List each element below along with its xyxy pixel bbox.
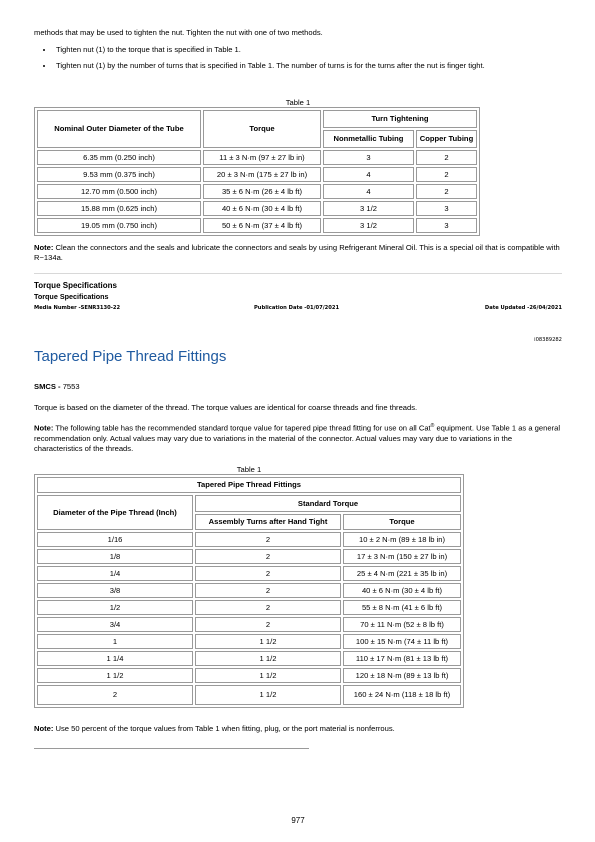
media-number: Media Number -SENR3130-22: [34, 305, 121, 311]
table-cell: 3 1/2: [323, 201, 414, 216]
table-row: [37, 167, 477, 182]
table-cell: 40 ± 6 N·m (30 ± 4 lb ft): [203, 201, 321, 216]
method-list: [34, 45, 582, 77]
table-cell: 3: [416, 201, 477, 216]
table-cell: 20 ± 3 N·m (175 ± 27 lb in): [203, 167, 321, 182]
table-cell: 3/8: [37, 583, 193, 598]
table-cell: 35 ± 6 N·m (26 ± 4 lb ft): [203, 184, 321, 199]
header-outer-diameter: Nominal Outer Diameter of the Tube: [37, 110, 201, 148]
table-row: [37, 566, 461, 581]
header-torque: Torque: [343, 514, 461, 530]
note-text: Use 50 percent of the torque values from Table 1 when fitting, plug, or the port material is nonferrous.: [53, 724, 395, 733]
table-row: [37, 218, 477, 233]
table-cell: 2: [195, 600, 341, 615]
table-cell: 100 ± 15 N·m (74 ± 11 lb ft): [343, 634, 461, 649]
note-text: Clean the connectors and the seals and lubricate the connectors and seals by using Refrigerant Mineral Oil. This is a special oil that is compatible with R−134a.: [34, 243, 560, 262]
table-row: [37, 685, 461, 705]
table-cell: 1 1/2: [195, 651, 341, 666]
table-cell: 1/16: [37, 532, 193, 547]
table-cell: 70 ± 11 N·m (52 ± 8 lb ft): [343, 617, 461, 632]
table-cell: 10 ± 2 N·m (89 ± 18 lb in): [343, 532, 461, 547]
section-divider: [34, 273, 562, 274]
list-item: • Tighten nut (1) to the torque that is specified in Table 1.: [54, 45, 582, 55]
table-cell: 15.88 mm (0.625 inch): [37, 201, 201, 216]
table-cell: 6.35 mm (0.250 inch): [37, 150, 201, 165]
header-copper: Copper Tubing: [416, 130, 477, 148]
header-standard-torque: Standard Torque: [195, 495, 461, 512]
note-label: Note:: [34, 243, 54, 252]
table-cell: 40 ± 6 N·m (30 ± 4 lb ft): [343, 583, 461, 598]
table-row: [37, 668, 461, 683]
pipe-thread-table: [34, 474, 464, 708]
table-cell: 25 ± 4 N·m (221 ± 35 lb in): [343, 566, 461, 581]
smcs-code: [34, 382, 80, 392]
table-cell: 12.70 mm (0.500 inch): [37, 184, 201, 199]
table-cell: 120 ± 18 N·m (89 ± 13 lb ft): [343, 668, 461, 683]
header-pipe-diameter: Diameter of the Pipe Thread (Inch): [37, 495, 193, 530]
table-cell: 1: [37, 634, 193, 649]
table-cell: 2: [416, 167, 477, 182]
page-title: Tapered Pipe Thread Fittings: [34, 348, 227, 365]
table-cell: 2: [195, 617, 341, 632]
registered-mark: ®: [430, 423, 435, 429]
document-id: i08389282: [534, 337, 562, 343]
table-row: [37, 184, 477, 199]
note-text-continued: equipment. Use Table 1 as a general recommendation only. Actual values may vary due to variations in the material of the connector. Actual values may vary due to variations in the characteristics of the threads.: [34, 423, 561, 453]
table-cell: 160 ± 24 N·m (118 ± 18 lb ft): [343, 685, 461, 705]
table-cell: 2: [195, 566, 341, 581]
note-text: The following table has the recommended standard torque value for tapered pipe thread fitting for use on all Cat: [53, 423, 431, 433]
table-cell: 1 1/2: [195, 668, 341, 683]
table-cell: 3: [323, 150, 414, 165]
footer-divider: [34, 748, 309, 749]
table-cell: 3 1/2: [323, 218, 414, 233]
table-cell: 4: [323, 184, 414, 199]
note-standard-torque: [34, 421, 562, 454]
table-cell: 2: [195, 583, 341, 598]
table-row: [37, 549, 461, 564]
table-cell: 1 1/2: [195, 685, 341, 705]
smcs-value: 7553: [62, 382, 80, 391]
table-cell: 110 ± 17 N·m (81 ± 13 lb ft): [343, 651, 461, 666]
table-cell: 55 ± 8 N·m (41 ± 6 lb ft): [343, 600, 461, 615]
table-row: [37, 532, 461, 547]
table1-caption: Table 1: [285, 98, 311, 107]
table-row: [37, 583, 461, 598]
table-row: [37, 651, 461, 666]
section-subtitle: Torque Specifications: [34, 292, 109, 301]
table-cell: 3/4: [37, 617, 193, 632]
table-row: [37, 634, 461, 649]
table2-caption: Table 1: [236, 465, 262, 474]
header-turn-tightening: Turn Tightening: [323, 110, 477, 128]
table-cell: 9.53 mm (0.375 inch): [37, 167, 201, 182]
table-cell: 2: [37, 685, 193, 705]
table-cell: 2: [416, 184, 477, 199]
table-title: Tapered Pipe Thread Fittings: [37, 477, 461, 493]
table-cell: 1 1/4: [37, 651, 193, 666]
table-cell: 2: [195, 549, 341, 564]
table-cell: 2: [416, 150, 477, 165]
table-row: [37, 150, 477, 165]
note-nonferrous: [34, 724, 562, 734]
header-assembly-turns: Assembly Turns after Hand Tight: [195, 514, 341, 530]
torque-basis-paragraph: Torque is based on the diameter of the thread. The torque values are identical for coarse threads and fine threads.: [34, 403, 418, 412]
list-item: • Tighten nut (1) by the number of turns that is specified in Table 1. The number of turns is for the turns after the nut is finger tight.: [54, 61, 582, 71]
tube-torque-table: [34, 107, 480, 236]
table-cell: 1/2: [37, 600, 193, 615]
table-row: [37, 600, 461, 615]
table-cell: 1/8: [37, 549, 193, 564]
note-refrigerant-oil: [34, 243, 562, 263]
table-row: [37, 201, 477, 216]
page-number: 977: [291, 816, 305, 825]
table-cell: 1 1/2: [37, 668, 193, 683]
table-row: [37, 617, 461, 632]
table-cell: 2: [195, 532, 341, 547]
table-cell: 17 ± 3 N·m (150 ± 27 lb in): [343, 549, 461, 564]
table-cell: 50 ± 6 N·m (37 ± 4 lb ft): [203, 218, 321, 233]
section-title: Torque Specifications: [34, 281, 117, 290]
header-nonmetallic: Nonmetallic Tubing: [323, 130, 414, 148]
table-cell: 1 1/2: [195, 634, 341, 649]
date-updated: Date Updated -26/04/2021: [484, 305, 562, 311]
table-cell: 3: [416, 218, 477, 233]
table-cell: 19.05 mm (0.750 inch): [37, 218, 201, 233]
table-cell: 1/4: [37, 566, 193, 581]
table-cell: 4: [323, 167, 414, 182]
intro-paragraph: methods that may be used to tighten the nut. Tighten the nut with one of two methods.: [34, 28, 323, 37]
note-label: Note:: [34, 423, 54, 433]
publication-date: Publication Date -01/07/2021: [254, 305, 340, 311]
table-cell: 11 ± 3 N·m (97 ± 27 lb in): [203, 150, 321, 165]
note-label: Note:: [34, 724, 54, 733]
header-torque: Torque: [203, 110, 321, 148]
smcs-label: SMCS -: [34, 382, 63, 391]
